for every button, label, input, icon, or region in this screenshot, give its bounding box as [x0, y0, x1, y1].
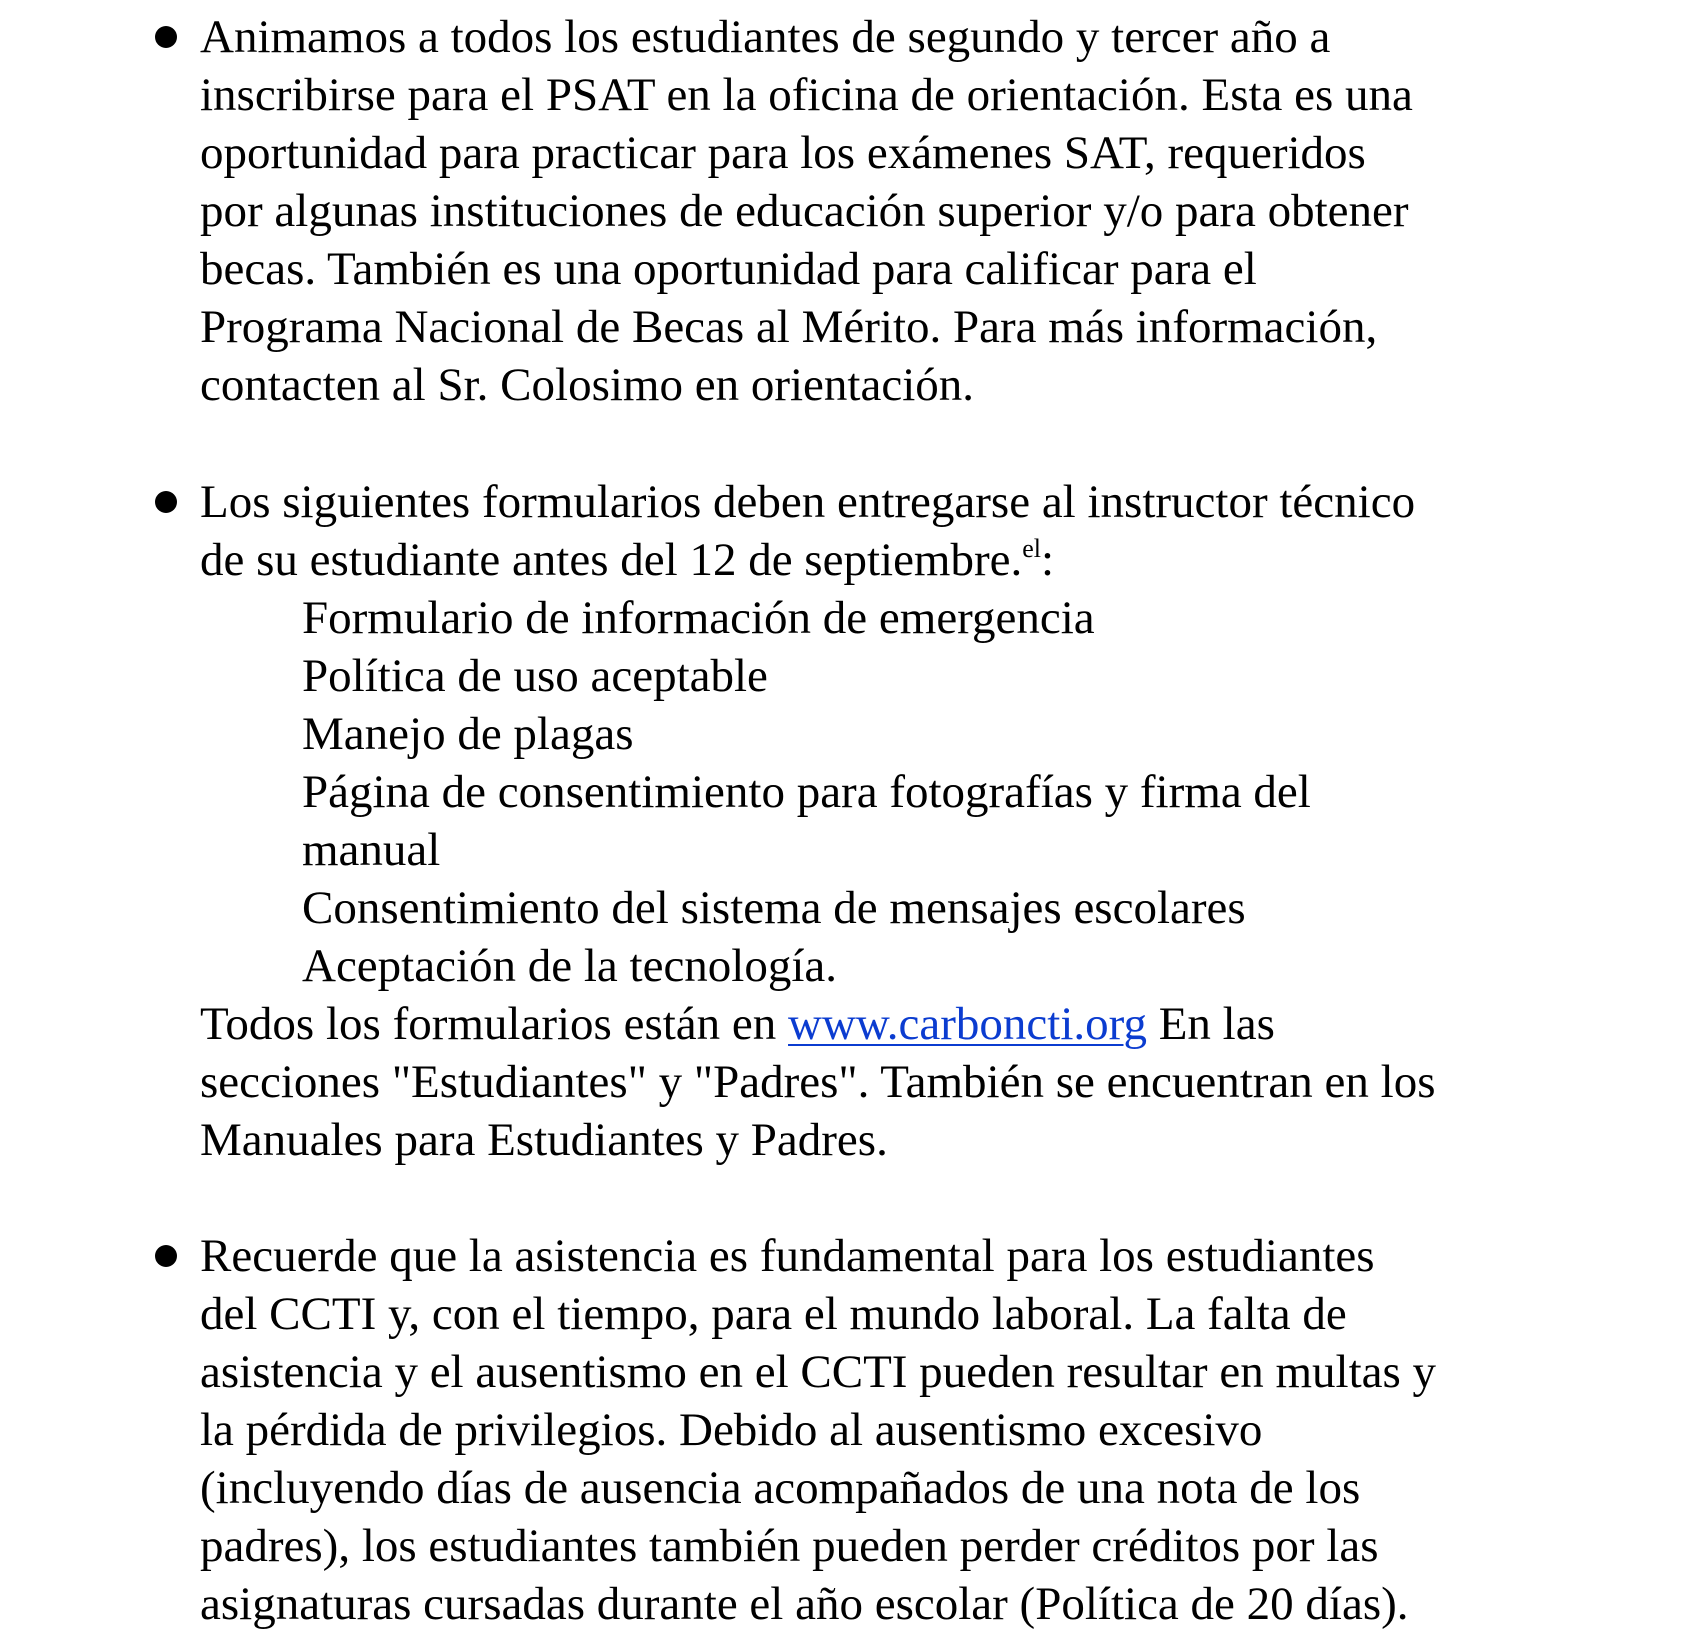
paragraph-line: Animamos a todos los estudiantes de segundo y tercer año a: [200, 11, 1331, 63]
list-item: Manejo de plagas: [302, 708, 634, 760]
forms-location-text-cont: En las: [1146, 998, 1275, 1050]
paragraph-line: asignaturas cursadas durante el año escolar (Política de 20 días).: [200, 1578, 1409, 1630]
paragraph-line: Programa Nacional de Becas al Mérito. Para más información,: [200, 301, 1378, 353]
carboncti-link[interactable]: www.carboncti.org: [788, 998, 1147, 1050]
paragraph-line: (incluyendo días de ausencia acompañados de una nota de los: [200, 1462, 1361, 1514]
paragraph-line: secciones "Estudiantes" y "Padres". También se encuentran en los: [200, 1056, 1436, 1108]
due-date-text: de su estudiante antes del 12 de septiembre.: [200, 534, 1023, 586]
paragraph-line: oportunidad para practicar para los exámenes SAT, requeridos: [200, 127, 1366, 179]
paragraph-line: [200, 531, 1620, 589]
list-item: Formulario de información de emergencia: [302, 592, 1095, 644]
required-forms-list: [200, 589, 1620, 995]
list-item: Política de uso aceptable: [302, 650, 768, 702]
list-item: Consentimiento del sistema de mensajes escolares: [302, 882, 1246, 934]
paragraph-line: inscribirse para el PSAT en la oficina de orientación. Esta es una: [200, 69, 1413, 121]
paragraph-line: Los siguientes formularios deben entregarse al instructor técnico: [200, 476, 1416, 528]
paragraph-line: padres), los estudiantes también pueden perder créditos por las: [200, 1520, 1379, 1572]
bullet-item-psat: [200, 8, 1620, 414]
bullet-item-forms: [200, 473, 1620, 1169]
paragraph-line: del CCTI y, con el tiempo, para el mundo laboral. La falta de: [200, 1288, 1347, 1340]
bullet-dot-icon: [155, 26, 177, 48]
colon-text: :: [1041, 534, 1055, 586]
paragraph-line: por algunas instituciones de educación superior y/o para obtener: [200, 185, 1409, 237]
paragraph-line: la pérdida de privilegios. Debido al ausentismo excesivo: [200, 1404, 1263, 1456]
bullet-dot-icon: [155, 1245, 177, 1267]
paragraph-line: asistencia y el ausentismo en el CCTI pueden resultar en multas y: [200, 1346, 1437, 1398]
forms-location-text: Todos los formularios están en: [200, 998, 789, 1050]
paragraph-line: Manuales para Estudiantes y Padres.: [200, 1114, 888, 1166]
list-item: Aceptación de la tecnología.: [302, 940, 838, 992]
bullet-item-attendance: [200, 1227, 1620, 1633]
paragraph-line: contacten al Sr. Colosimo en orientación.: [200, 359, 975, 411]
paragraph-line: Recuerde que la asistencia es fundamental para los estudiantes: [200, 1230, 1375, 1282]
paragraph-line: becas. También es una oportunidad para calificar para el: [200, 243, 1257, 295]
list-item: Página de consentimiento para fotografías y firma del: [302, 766, 1311, 818]
list-item: manual: [302, 824, 441, 876]
bullet-dot-icon: [155, 491, 177, 513]
ordinal-superscript: el: [1022, 534, 1042, 563]
paragraph-line: [200, 995, 1620, 1053]
